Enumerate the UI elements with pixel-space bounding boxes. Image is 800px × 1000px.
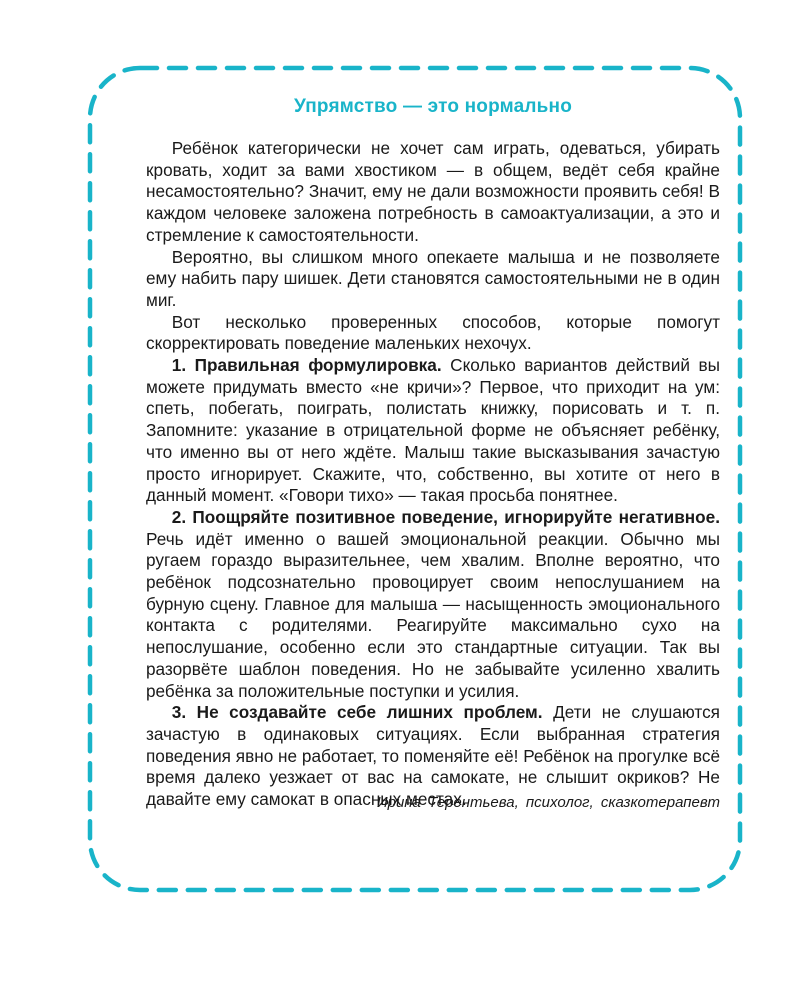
article-card [146,88,720,868]
article-title: Упрямство — это нормально [293,96,573,117]
tip-1: 1. Правильная формулировка. Сколько вариантов действий вы можете придумать вместо «не кричи»? Первое, что приходит на ум: спеть, побегать, поиграть, полистать книжку, порисовать и т. п. Запомните: указание в отрицательной форме не объясняет ребёнку, что именно вы от него ждёте. Малыш такие высказывания зачастую просто игнорирует. Скажите, что, собственно, вы хотите от него в данный момент. «Говори тихо» — такая просьба понятнее. [146,355,720,506]
author-signature: Ирина Терентьева, психолог, сказкотерапевт [376,794,720,811]
paragraph-intro: Ребёнок категорически не хочет сам играть, одеваться, убирать кровать, ходит за вами хвостиком — в общем, ведёт себя крайне несамостоятельно? Значит, ему не дали возможности проявить себя! В каждом человеке заложена потребность в самоактуализации, а это и стремление к самостоятельности. [146,138,720,245]
tip-3-heading: 3. Не создавайте себе лишних проблем. [171,702,543,723]
tip-2: 2. Поощряйте позитивное поведение, игнорируйте негативное. Речь идёт именно о вашей эмоциональной реакции. Обычно мы ругаем гораздо выразительнее, чем хвалим. Вполне вероятно, что ребёнок подсознательно провоцирует своим непослушанием на бурную сцену. Главное для малыша — насыщенность эмоционального контакта с родителями. Реагируйте максимально сухо на непослушание, особенно если это стандартные ситуации. Так вы разорвёте шаблон поведения. Но не забывайте усиленно хвалить ребёнка за положительные поступки и усилия. [146,506,720,701]
paragraph-2: Вероятно, вы слишком много опекаете малыша и не позволяете ему набить пару шишек. Дети становятся самостоятельными не в один миг. [146,246,720,310]
tip-1-heading: 1. Правильная формулировка. [171,355,442,376]
tip-3: 3. Не создавайте себе лишних проблем. Дети не слушаются зачастую в одинаковых ситуациях. Если выбранная стратегия поведения явно не работает, то поменяйте её! Ребёнок на прогулке всё время далеко уезжает от вас на самокате, не слышит окриков? Не давайте ему самокат в опасных местах. [146,702,720,810]
tip-2-heading: 2. Поощряйте позитивное поведение, игнорируйте негативное. [171,506,720,527]
article-body [146,138,720,811]
paragraph-3: Вот несколько проверенных способов, которые помогут скорректировать поведение маленьких нехочух. [146,311,720,354]
